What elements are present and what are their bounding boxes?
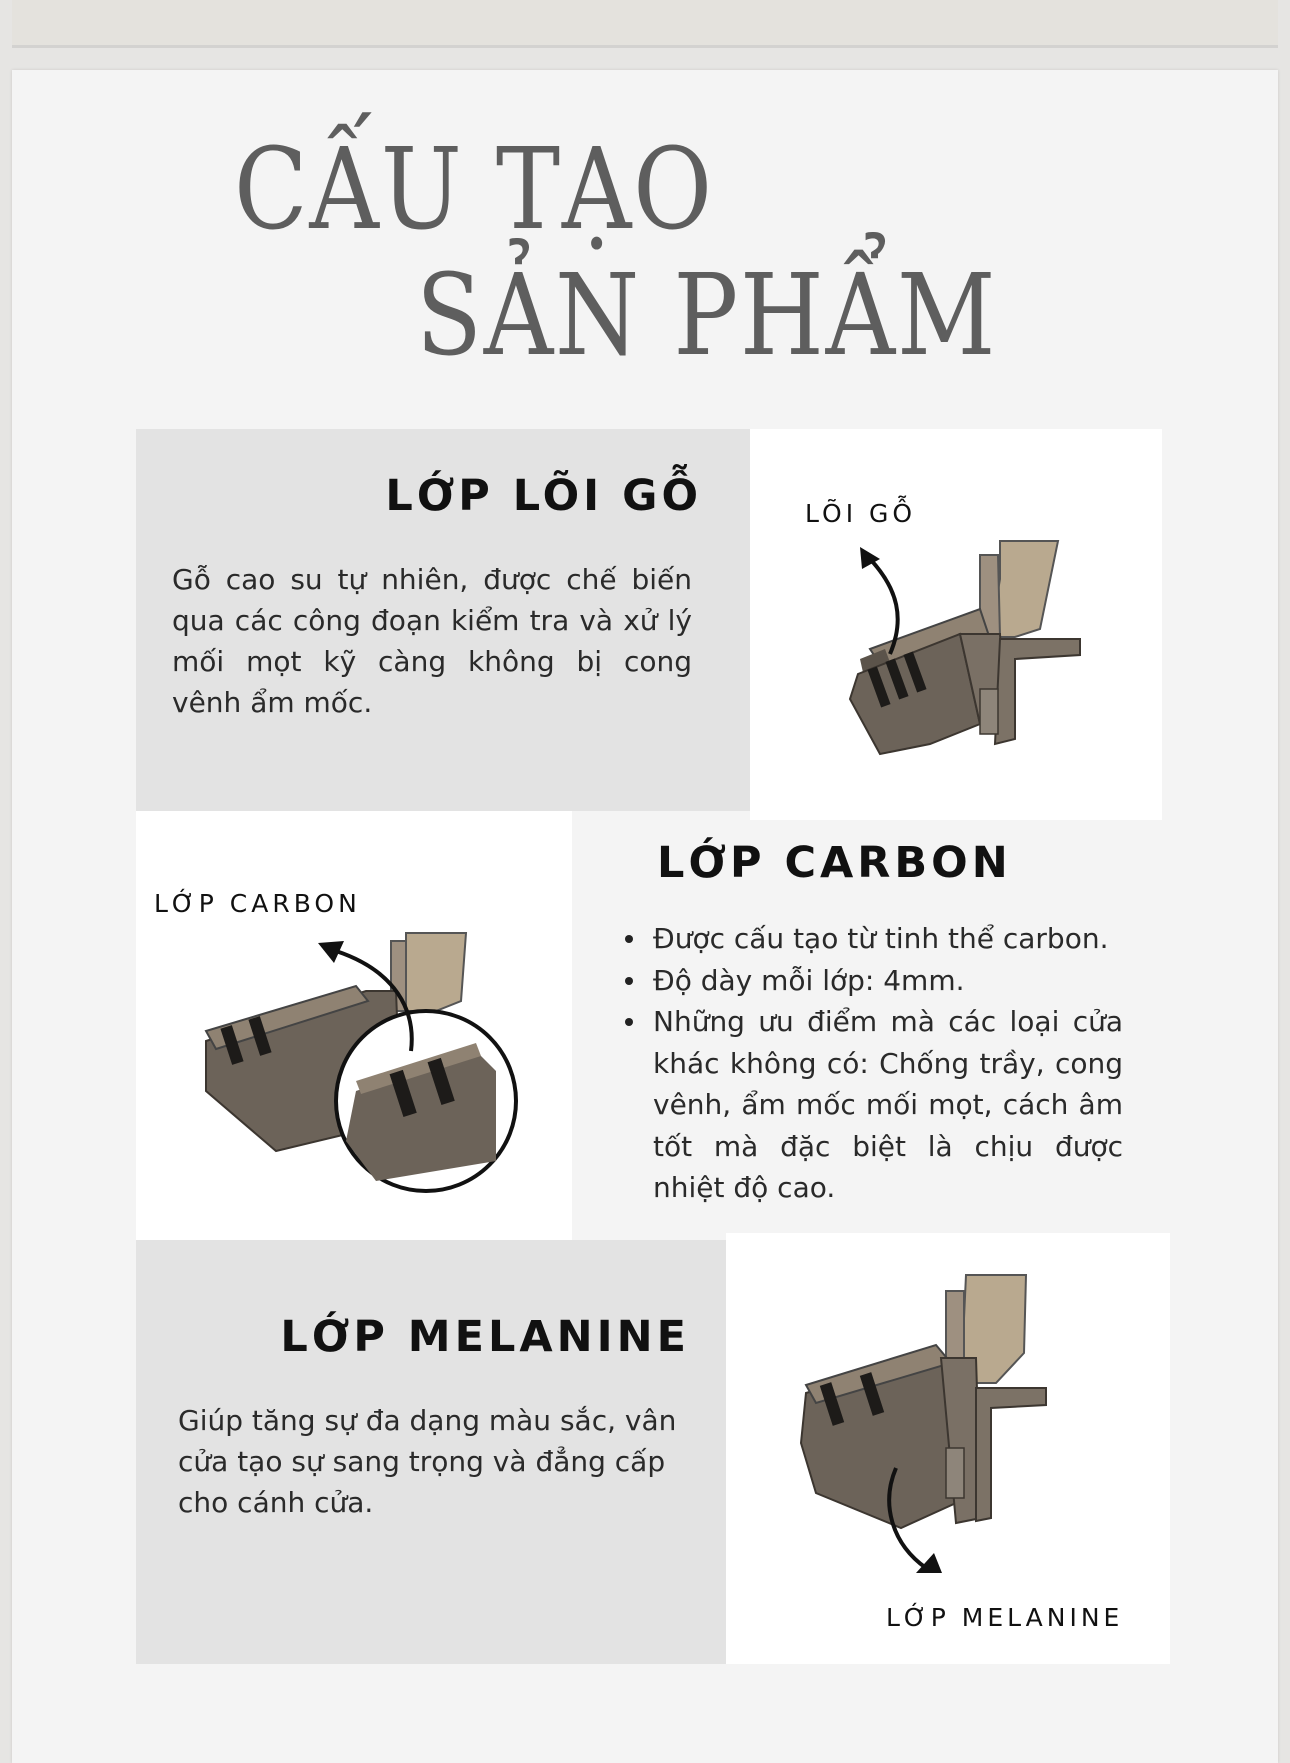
melanine-layer-illustration	[796, 1273, 1116, 1573]
carbon-heading: LỚP CARBON	[657, 838, 1012, 888]
door-profile-illustration	[830, 539, 1130, 769]
wood-core-image-panel	[750, 429, 1162, 820]
carbon-bullet-list	[619, 918, 1123, 1209]
melanine-caption: LỚP MELANINE	[886, 1603, 1124, 1632]
page-title-line-1: CẤU TẠO	[234, 125, 714, 255]
melanine-description: Giúp tăng sự đa dạng màu sắc, vân cửa tạo sự sang trọng và đẳng cấp cho cánh cửa.	[178, 1404, 677, 1519]
wood-core-heading: LỚP LÕI GỖ	[385, 471, 702, 521]
melanine-image-panel	[726, 1233, 1170, 1664]
carbon-bullet-item: Độ dày mỗi lớp: 4mm.	[619, 960, 1123, 1002]
infographic-page	[12, 70, 1278, 1763]
top-bar	[12, 0, 1278, 48]
carbon-image-panel	[136, 811, 572, 1240]
wood-core-caption: LÕI GỖ	[805, 499, 917, 528]
carbon-bullet-item: Những ưu điểm mà các loại cửa khác không có: Chống trầy, cong vênh, ẩm mốc mối mọt, cách âm tốt mà đặc biệt là chịu được nhiệt độ cao.	[619, 1001, 1123, 1209]
wood-core-description: Gỗ cao su tự nhiên, được chế biến qua các công đoạn kiểm tra và xử lý mối mọt kỹ càng không bị cong vênh ẩm mốc.	[172, 563, 692, 719]
carbon-caption: LỚP CARBON	[154, 889, 361, 918]
carbon-bullet-item: Được cấu tạo từ tinh thể carbon.	[619, 918, 1123, 960]
carbon-layer-illustration	[196, 921, 536, 1181]
melanine-text-panel	[136, 1240, 726, 1664]
melanine-heading: LỚP MELANINE	[280, 1312, 690, 1362]
page-title-line-2: SẢN PHẨM	[416, 251, 998, 381]
wood-core-text-panel	[136, 429, 750, 811]
